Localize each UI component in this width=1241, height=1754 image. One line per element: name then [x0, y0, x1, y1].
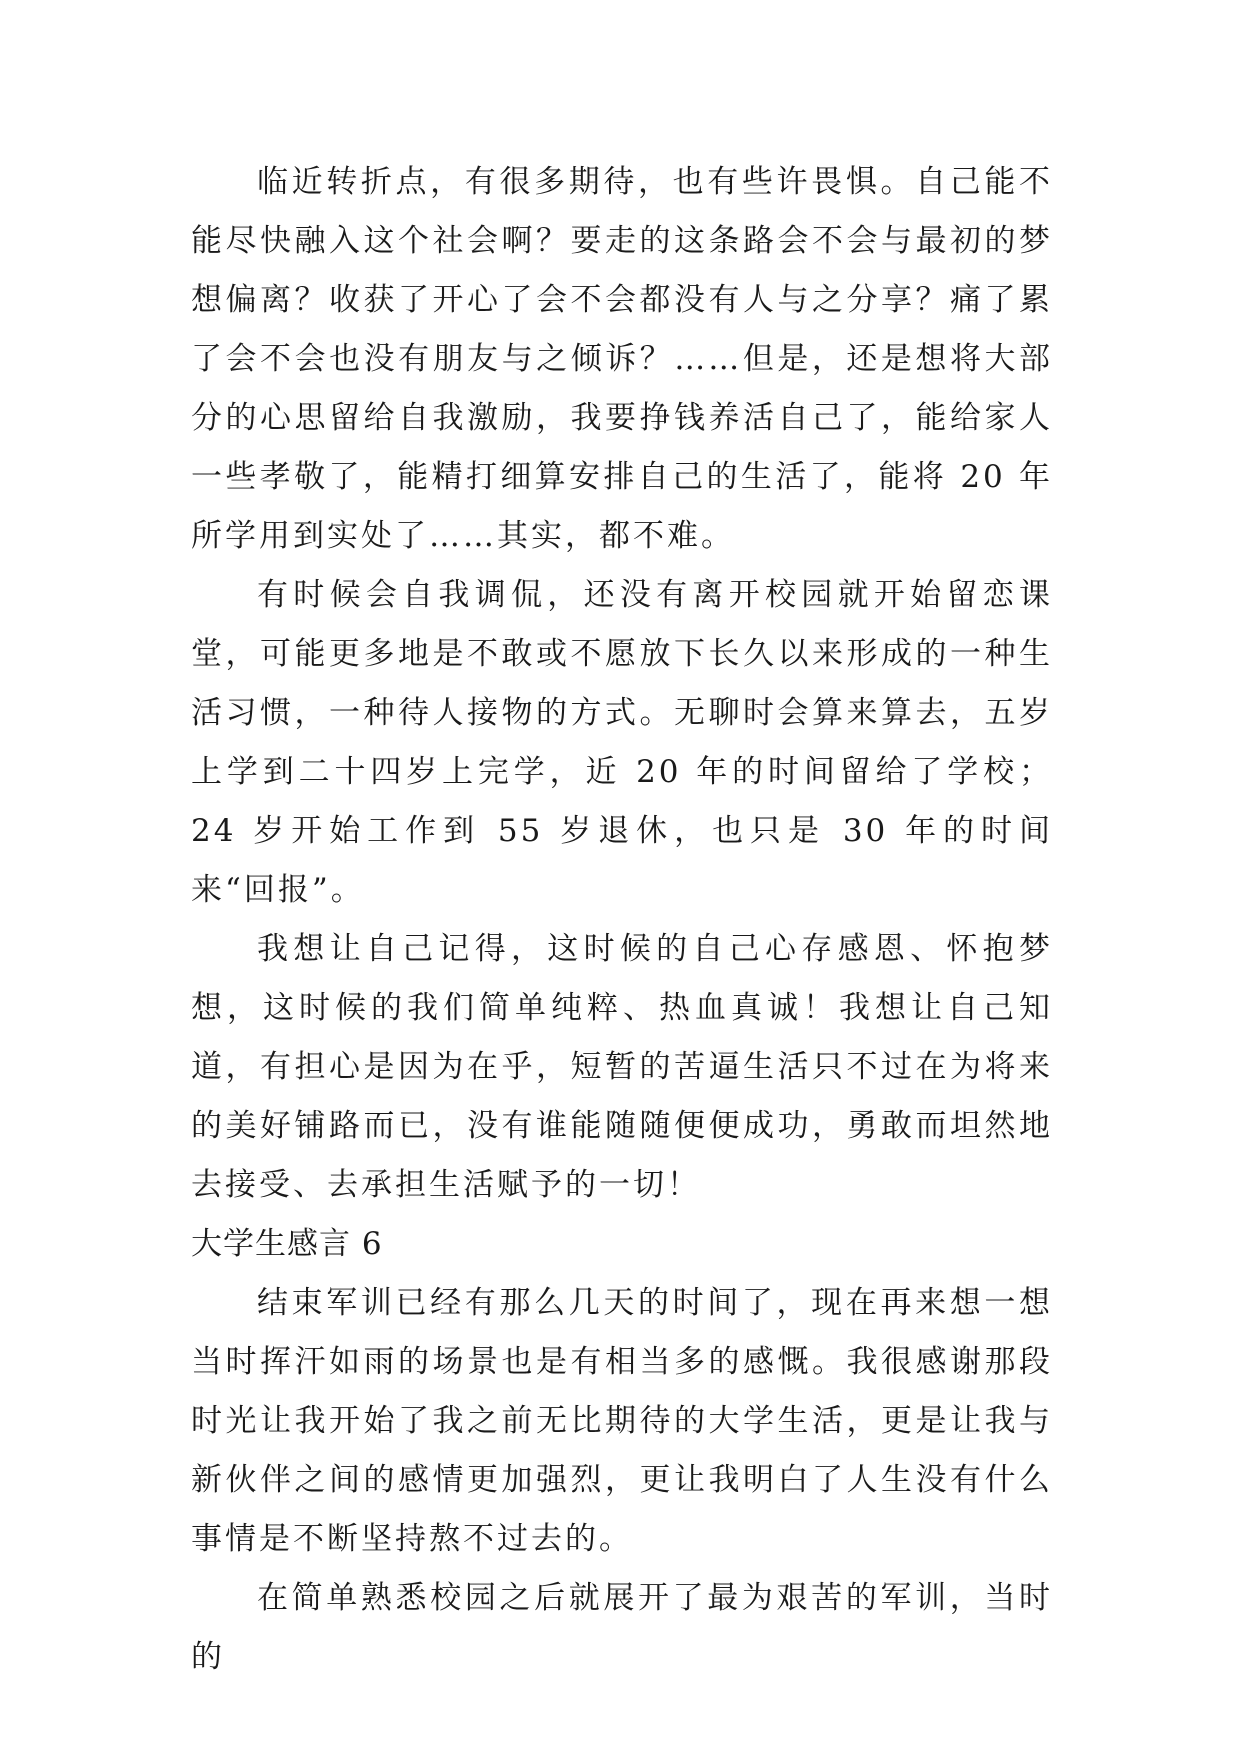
paragraph-2: 有时候会自我调侃，还没有离开校园就开始留恋课堂，可能更多地是不敢或不愿放下长久以来形成的一种生活习惯，一种待人接物的方式。无聊时会算来算去，五岁上学到二十四岁上完学，近 20 年的时间留给了学校；24 岁开始工作到 55 岁退休，也只是 30 年的时间来“回报”。 — [191, 577, 1053, 908]
paragraph-5: 在简单熟悉校园之后就展开了最为艰苦的军训，当时的 — [191, 1580, 1053, 1675]
document-body — [191, 153, 1053, 1687]
paragraph-3: 我想让自己记得，这时候的自己心存感恩、怀抱梦想，这时候的我们简单纯粹、热血真诚！我想让自己知道，有担心是因为在乎，短暂的苦逼生活只不过在为将来的美好铺路而已，没有谁能随随便便成功，勇敢而坦然地去接受、去承担生活赋予的一切！ — [191, 931, 1053, 1203]
paragraph-1: 临近转折点，有很多期待，也有些许畏惧。自己能不能尽快融入这个社会啊？要走的这条路会不会与最初的梦想偏离？收获了开心了会不会都没有人与之分享？痛了累了会不会也没有朋友与之倾诉？……但是，还是想将大部分的心思留给自我激励，我要挣钱养活自己了，能给家人一些孝敬了，能精打细算安排自己的生活了，能将 20 年所学用到实处了……其实，都不难。 — [191, 164, 1053, 554]
section-heading: 大学生感言 6 — [191, 1226, 383, 1262]
paragraph-4: 结束军训已经有那么几天的时间了，现在再来想一想当时挥汗如雨的场景也是有相当多的感慨。我很感谢那段时光让我开始了我之前无比期待的大学生活，更是让我与新伙伴之间的感情更加强烈，更让我明白了人生没有什么事情是不断坚持熬不过去的。 — [191, 1285, 1053, 1557]
